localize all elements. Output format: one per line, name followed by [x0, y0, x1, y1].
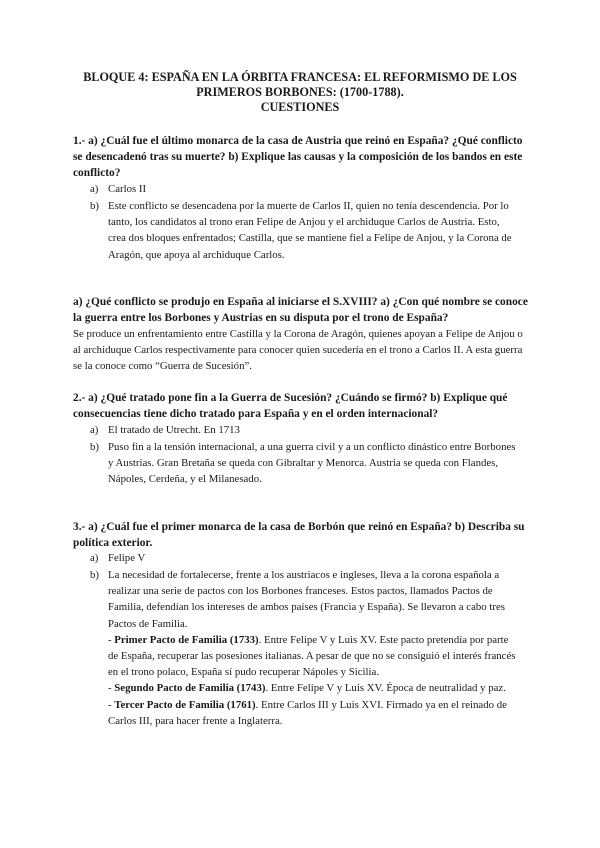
pact-1-title: Primer Pacto de Familia (1733) [114, 633, 259, 646]
list-marker: a) [90, 183, 99, 195]
pact-1 [108, 634, 515, 678]
answer-text: Felipe V [108, 552, 146, 564]
answer-1-extra: Se produce un enfrentamiento entre Castilla y la Corona de Aragón, quienes apoyan a Felipe de Anjou o al archiduque Carlos respectivamente para conocer quien sucedería en el trono a Carlos II. A esta guerra se la conoce como “Guerra de Sucesión”. [73, 328, 523, 373]
answer-text: Carlos II [108, 183, 147, 195]
answer-intro: La necesidad de fortalecerse, frente a los austriacos e ingleses, lleva a la corona española a realizar una serie de pactos con los Borbones franceses. Estos pactos, llamados Pactos de Familia, defendían los intereses de ambos países (Francia y España). Se llevaron a cabo tres Pactos de Familia. [108, 569, 505, 630]
pact-3-text: . Entre Carlos III y Luis XVI. Firmado ya en el reinado de Carlos III, para hacer frente a Inglaterra. [108, 698, 507, 727]
list-marker: a) [90, 424, 99, 436]
pact-3-title: Tercer Pacto de Familia (1761) [114, 698, 256, 711]
answer-text: Este conflicto se desencadena por la muerte de Carlos II, quien no tenía descendencia. Por lo tanto, los candidatos al trono eran Felipe de Anjou y el archiduque Carlos de Austria. Esto, crea dos bloques enfrentados; Castilla, que se mantiene fiel a Felipe de Anjou, y la Corona de Aragón, que apoya al archiduque Carlos. [108, 200, 512, 261]
question-1: 1.- a) ¿Cuál fue el último monarca de la casa de Austria que reinó en España? ¿Qué conflicto se desencadenó tras su muerte? b) Explique las causas y la composición de los bandos en este conflicto? [73, 135, 523, 179]
pact-1-text: . Entre Felipe V y Luis XV. Este pacto pretendía por parte de España, recuperar las posesiones italianas. A pesar de que no se consiguió el interés francés en el trono polaco, España sí pudo recuperar Nápoles y Sicilia. [108, 633, 516, 679]
pact-2-title: Segundo Pacto de Familia (1743) [114, 682, 266, 695]
title-line-3: CUESTIONES [260, 100, 340, 114]
answer-3b [90, 567, 520, 729]
title-line-1: BLOQUE 4: ESPAÑA EN LA ÓRBITA FRANCESA: EL REFORMISMO DE LOS [83, 70, 517, 84]
answer-1a [90, 181, 520, 197]
question-1-extra: a) ¿Qué conflicto se produjo en España al iniciarse el S.XVIII? a) ¿Con qué nombre se conoce la guerra entre los Borbones y Austrias en su disputa por el trono de España? [73, 296, 528, 324]
answer-3a [90, 550, 520, 566]
answer-2b [90, 439, 520, 488]
title-line-2: PRIMEROS BORBONES: (1700-1788). [196, 85, 404, 99]
answer-2a [90, 422, 520, 438]
list-marker: b) [90, 569, 99, 581]
pact-2-text: . Entre Felipe V y Luis XV. Época de neutralidad y paz. [265, 682, 506, 695]
answer-1b [90, 198, 520, 263]
question-2: 2.- a) ¿Qué tratado pone fin a la Guerra de Sucesión? ¿Cuándo se firmó? b) Explique qué consecuencias tiene dicho tratado para España y en el orden internacional? [73, 392, 508, 420]
list-marker: b) [90, 441, 99, 453]
document-title [60, 70, 540, 115]
pact-dash: - [108, 682, 115, 695]
list-marker: a) [90, 552, 99, 564]
pact-dash: - [108, 633, 115, 646]
pact-2 [108, 682, 506, 694]
pact-3 [108, 699, 507, 727]
pact-dash: - [108, 698, 115, 711]
question-3: 3.- a) ¿Cuál fue el primer monarca de la casa de Borbón que reinó en España? b) Describa su política exterior. [73, 521, 525, 549]
answer-text: El tratado de Utrecht. En 1713 [108, 424, 240, 436]
answer-text: Puso fin a la tensión internacional, a una guerra civil y a un conflicto dinástico entre Borbones y Austrias. Gran Bretaña se queda con Gibraltar y Menorca. Austria se queda con Flandes, Nápoles, Cerdeña, y el Milanesado. [108, 441, 516, 486]
answer-3b-body [108, 567, 520, 729]
list-marker: b) [90, 200, 99, 212]
